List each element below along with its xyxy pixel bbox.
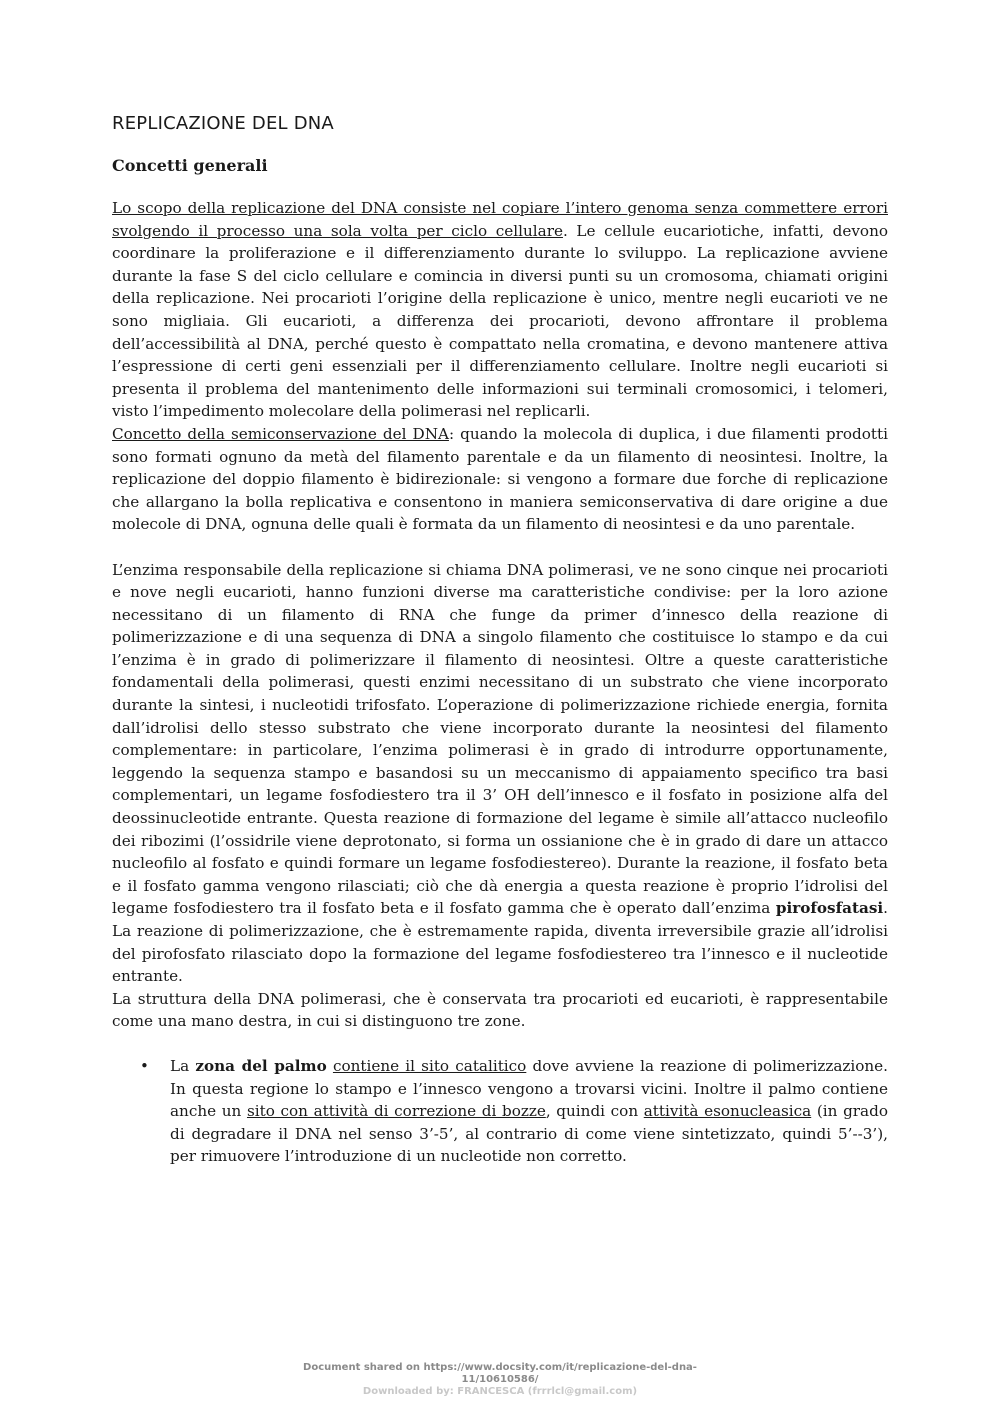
underlined-text: Lo scopo della replicazione del DNA consiste nel copiare l’intero genoma senza commettere errori svolgendo il processo una sola volta per ciclo cellulare <box>112 199 888 240</box>
paragraph-semiconservation: Concetto della semiconservazione del DNA: quando la molecola di duplica, i due filamenti prodotti sono formati ognuno da metà del filamento parentale e da un filamento di neosintesi. Inoltre, la replicazione del doppio filamento è bidirezionale: si vengono a formare due forche di replicazione che allargano la bolla replicativa e consentono in maniera semiconservativa di dare origine a due molecole di DNA, ognuna delle quali è formata da un filamento di neosintesi e da uno parentale. <box>112 424 888 534</box>
bold-term: zona del palmo <box>195 1056 327 1075</box>
underlined-text: sito con attività di correzione di bozze <box>246 1102 546 1121</box>
paragraph-polymerase-structure: La struttura della DNA polimerasi, che è conservata tra procarioti ed eucarioti, è rappresentabile come una mano destra, in cui si distinguono tre zone. <box>112 989 888 1031</box>
watermark-footer <box>0 1362 1000 1398</box>
list-item: • La zona del palmo contiene il sito catalitico dove avviene la reazione di polimerizzazione. In questa regione lo stampo e l’innesco vengono a trovarsi vicini. Inoltre il palmo contiene anche un sito con attività di correzione di bozze, quindi con attività esonucleasica (in grado di degradare il DNA nel senso 3’-5’, al contrario di come viene sintetizzato, quindi 5’--3’), per rimuovere l’introduzione di un nucleotide non corretto. <box>140 1056 889 1166</box>
bullet-icon: • <box>140 1056 149 1075</box>
footer-shared-line-continued: 11/10610586/ <box>461 1374 539 1385</box>
paragraph-replication-purpose: Lo scopo della replicazione del DNA consiste nel copiare l’intero genoma senza commettere errori svolgendo il processo una sola volta per ciclo cellulare. Le cellule eucariotiche, infatti, devono coordinare la proliferazione e il differenziamento durante lo sviluppo. La replicazione avviene durante la fase S del ciclo cellulare e comincia in diversi punti su un cromosoma, chiamati origini della replicazione. Nei procarioti l’origine della replicazione è unico, mentre negli eucarioti ve ne sono migliaia. Gli eucarioti, a differenza dei procarioti, devono affrontare il problema dell’accessibilità al DNA, perché questo è compattato nella cromatina, e devono mantenere attiva l’espressione di certi geni essenziali per il differenziamento cellulare. Inoltre negli eucarioti si presenta il problema del mantenimento delle informazioni sui terminali cromosomici, i telomeri, visto l’impedimento molecolare della polimerasi nel replicarli. <box>112 199 889 421</box>
section-heading: Concetti generali <box>112 156 268 175</box>
bold-term: pirofosfatasi <box>775 899 884 918</box>
underlined-text: contiene il sito catalitico <box>332 1056 527 1075</box>
paragraph-spacer <box>112 536 888 559</box>
document-title: REPLICAZIONE DEL DNA <box>112 113 334 134</box>
underlined-text: Concetto della semiconservazione del DNA <box>112 424 449 443</box>
bullet-list <box>112 1055 888 1168</box>
document-page <box>112 113 888 1168</box>
paragraph-dna-polymerase: L’enzima responsabile della replicazione si chiama DNA polimerasi, ve ne sono cinque nei procarioti e nove negli eucarioti, hanno funzioni diverse ma caratteristiche condivise: per la loro azione necessitano di un filamento di RNA che funge da primer d’innesco della reazione di polimerizzazione e di una sequenza di DNA a singolo filamento che costituisce lo stampo e da cui l’enzima è in grado di polimerizzare il filamento di neosintesi. Oltre a queste caratteristiche fondamentali della polimerasi, questi enzimi necessitano di un substrato che viene incorporato durante la sintesi, i nucleotidi trifosfato. L’operazione di polimerizzazione richiede energia, fornita dall’idrolisi dello stesso substrato che viene incorporato durante la neosintesi del filamento complementare: in particolare, l’enzima polimerasi è in grado di introdurre opportunamente, leggendo la sequenza stampo e basandosi su un meccanismo di appaiamento specifico tra basi complementari, un legame fosfodiestero tra il 3’ OH dell’innesco e il fosfato in posizione alfa del deossinucleotide entrante. Questa reazione di formazione del legame è simile all’attacco nucleofilo dei ribozimi (l’ossidrile viene deprotonato, si forma un ossianione che è in grado di dare un attacco nucleofilo al fosfato e quindi formare un legame fosfodiestereo). Durante la reazione, il fosfato beta e il fosfato gamma vengono rilasciati; ciò che dà energia a questa reazione è proprio l’idrolisi del legame fosfodiestero tra il fosfato beta e il fosfato gamma che è operato dall’enzima pirofosfatasi. La reazione di polimerizzazione, che è estremamente rapida, diventa irreversibile grazie all’idrolisi del pirofosfato rilasciato dopo la formazione del legame fosfodiestereo tra l’innesco e il nucleotide entrante. <box>112 560 888 986</box>
underlined-text: attività esonucleasica <box>643 1102 812 1121</box>
footer-downloaded-line: Downloaded by: FRANCESCA (frrrlcl@gmail.com) <box>362 1386 638 1397</box>
footer-shared-line: Document shared on https://www.docsity.com/it/replicazione-del-dna- <box>303 1362 697 1373</box>
